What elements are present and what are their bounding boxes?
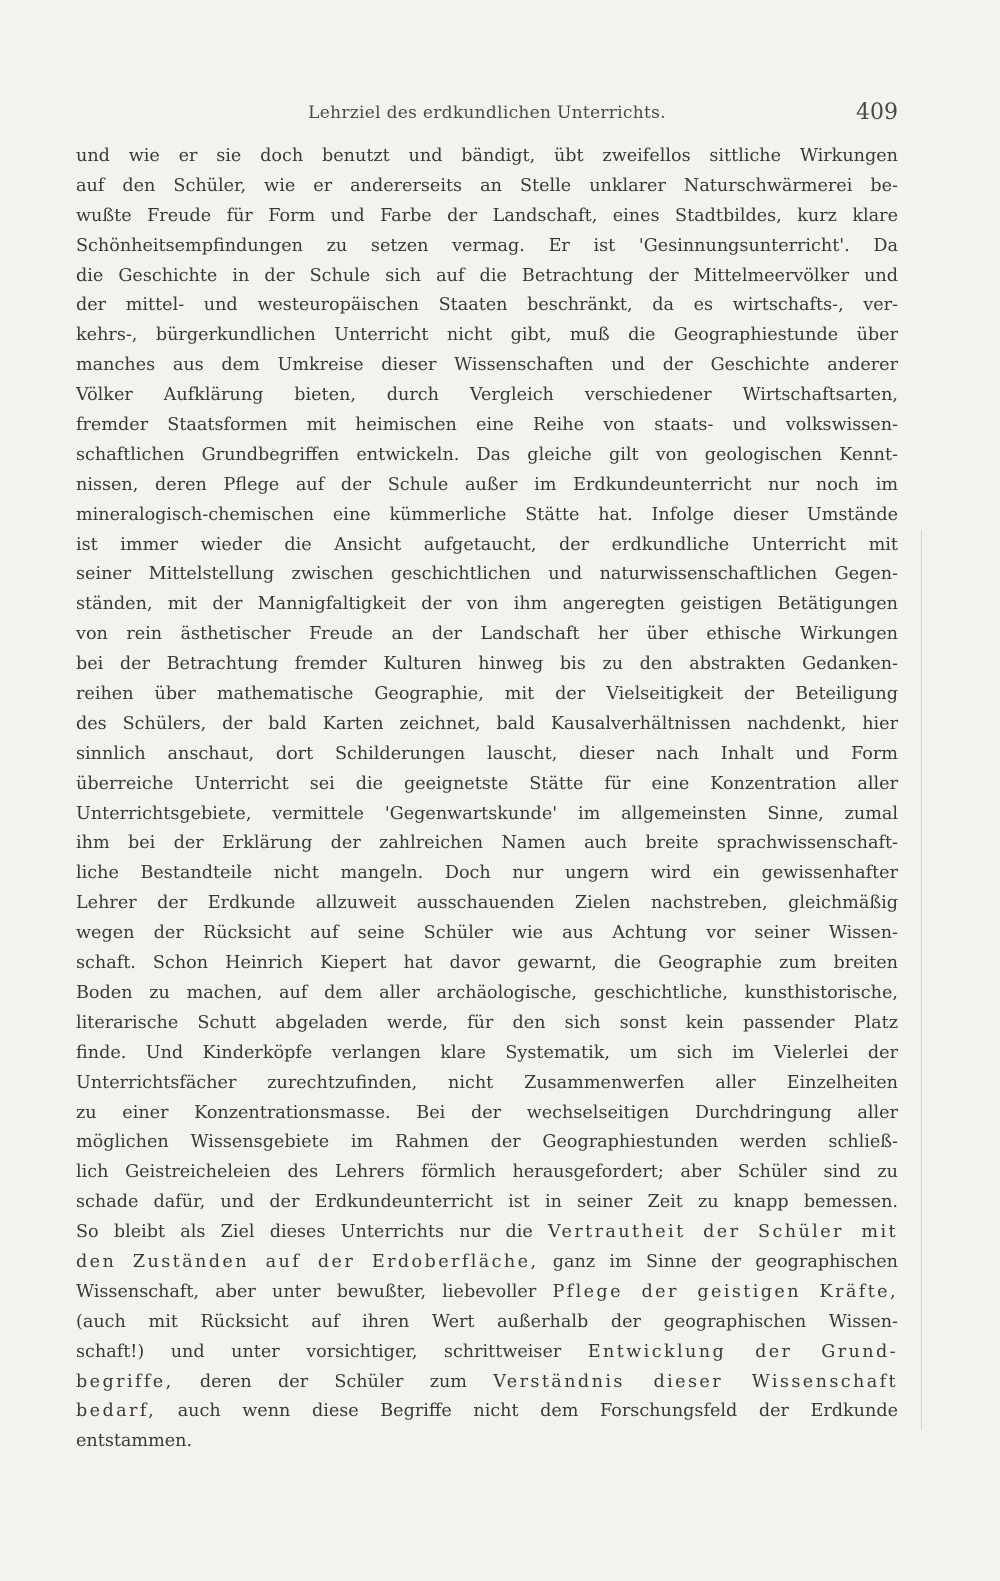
text-line: bei der Betrachtung fremder Kulturen hinweg bis zu den abstrakten Gedanken- xyxy=(76,654,898,675)
text-line: entstammen. xyxy=(76,1431,193,1452)
page-header xyxy=(76,96,898,130)
text-line xyxy=(76,1248,898,1278)
emphasis-spaced: bedarf, xyxy=(76,1401,157,1422)
page-number: 409 xyxy=(856,100,898,125)
text-line: überreiche Unterricht sei die geeignetste Stätte für eine Konzentration aller xyxy=(76,773,898,794)
text-line: des Schülers, der bald Karten zeichnet, bald Kausalverhältnissen nachdenkt, hier xyxy=(76,713,898,734)
text-line: die Geschichte in der Schule sich auf die Betrachtung der Mittelmeervölker und xyxy=(76,265,898,286)
text-line: schaft. Schon Heinrich Kiepert hat davor gewarnt, die Geographie zum breiten xyxy=(76,953,898,974)
text-line: schade dafür, und der Erdkundeunterricht ist in seiner Zeit zu knapp bemessen. xyxy=(76,1192,898,1213)
text-run: So bleibt als Ziel dieses Unterrichts nur die xyxy=(76,1222,533,1243)
text-line: schaftlichen Grundbegriffen entwickeln. Das gleiche gilt von geologischen Kennt- xyxy=(76,444,898,465)
text-run: Wissenschaft, aber unter bewußter, liebevoller xyxy=(76,1281,537,1302)
text-line: literarische Schutt abgeladen werde, für den sich sonst kein passender Platz xyxy=(76,1012,898,1033)
text-line: der mittel- und westeuropäischen Staaten beschränkt, da es wirtschafts-, ver- xyxy=(76,295,898,316)
text-line: manches aus dem Umkreise dieser Wissenschaften und der Geschichte anderer xyxy=(76,355,898,376)
text-line: Boden zu machen, auf dem aller archäologische, geschichtliche, kunsthistorische, xyxy=(76,982,898,1003)
text-line: reihen über mathematische Geographie, mit der Vielseitigkeit der Beteiligung xyxy=(76,684,898,705)
text-line: finde. Und Kinderköpfe verlangen klare Systematik, um sich im Vielerlei der xyxy=(76,1042,898,1063)
text-run: auch wenn diese Begriffe nicht dem Forschungsfeld der Erdkunde xyxy=(177,1401,898,1422)
text-line: sinnlich anschaut, dort Schilderungen lauscht, dieser nach Inhalt und Form xyxy=(76,743,898,764)
text-line: und wie er sie doch benutzt und bändigt, übt zweifellos sittliche Wirkungen xyxy=(76,146,898,166)
emphasis-spaced: Pflege der geistigen Kräfte, xyxy=(552,1281,898,1302)
text-line: kehrs-, bürgerkundlichen Unterricht nicht gibt, muß die Geographiestunde über xyxy=(76,325,898,346)
text-line: möglichen Wissensgebiete im Rahmen der Geographiestunden werden schließ- xyxy=(76,1132,898,1153)
text-line: fremder Staatsformen mit heimischen eine Reihe von staats- und volkswissen- xyxy=(76,415,898,436)
text-line: mineralogisch-chemischen eine kümmerliche Stätte hat. Infolge dieser Umstände xyxy=(76,504,898,525)
text-line: ihm bei der Erklärung der zahlreichen Namen auch breite sprachwissenschaft- xyxy=(76,833,898,854)
text-line xyxy=(76,1368,898,1398)
text-line: wußte Freude für Form und Farbe der Landschaft, eines Stadtbildes, kurz klare xyxy=(76,205,898,226)
page-edge-shadow xyxy=(921,530,922,1430)
text-run: deren der Schüler zum xyxy=(199,1371,467,1392)
text-run: ganz im Sinne der geographischen xyxy=(552,1251,899,1272)
text-line: liche Bestandteile nicht mangeln. Doch nur ungern wird ein gewissenhafter xyxy=(76,863,898,884)
text-line: lich Geistreicheleien des Lehrers förmlich herausgefordert; aber Schüler sind zu xyxy=(76,1162,898,1183)
emphasis-spaced: Vertrautheit der Schüler mit xyxy=(548,1222,899,1243)
text-line: seiner Mittelstellung zwischen geschichtlichen und naturwissenschaftlichen Gegen- xyxy=(76,564,898,585)
text-line: (auch mit Rücksicht auf ihren Wert außerhalb der geographischen Wissen- xyxy=(76,1311,898,1332)
text-line xyxy=(76,1218,898,1248)
text-line xyxy=(76,1397,898,1427)
text-line: auf den Schüler, wie er andererseits an Stelle unklarer Naturschwärmerei be- xyxy=(76,175,898,196)
text-line: Schönheitsempfindungen zu setzen vermag. Er ist 'Gesinnungsunterricht'. Da xyxy=(76,235,898,256)
text-run: schaft!) und unter vorsichtiger, schrittweiser xyxy=(76,1341,562,1362)
text-line: wegen der Rücksicht auf seine Schüler wie aus Achtung vor seiner Wissen- xyxy=(76,923,898,944)
text-line: ist immer wieder die Ansicht aufgetaucht, der erdkundliche Unterricht mit xyxy=(76,534,898,555)
text-line: Unterrichtsgebiete, vermittele 'Gegenwartskunde' im allgemeinsten Sinne, zumal xyxy=(76,803,898,824)
text-line: Unterrichtsfächer zurechtzufinden, nicht Zusammenwerfen aller Einzelheiten xyxy=(76,1072,898,1093)
emphasis-spaced: Entwicklung der Grund- xyxy=(587,1341,898,1362)
text-line: ständen, mit der Mannigfaltigkeit der von ihm angeregten geistigen Betätigungen xyxy=(76,594,898,615)
emphasis-spaced: Verständnis dieser Wissenschaft xyxy=(493,1371,898,1392)
emphasis-spaced: begriffe, xyxy=(76,1371,174,1392)
text-line: zu einer Konzentrationsmasse. Bei der wechselseitigen Durchdringung aller xyxy=(76,1102,898,1123)
emphasis-spaced: den Zuständen auf der Erdoberfläche, xyxy=(76,1251,539,1272)
text-line xyxy=(76,1278,898,1308)
text-line: von rein ästhetischer Freude an der Landschaft her über ethische Wirkungen xyxy=(76,624,898,645)
text-line xyxy=(76,1338,898,1368)
text-line: nissen, deren Pflege auf der Schule außer im Erdkundeunterricht nur noch im xyxy=(76,474,898,495)
body-text xyxy=(76,142,898,1457)
running-head: Lehrziel des erdkundlichen Unterrichts. xyxy=(308,103,666,123)
text-line: Lehrer der Erdkunde allzuweit ausschauenden Zielen nachstreben, gleichmäßig xyxy=(76,893,898,914)
text-line: Völker Aufklärung bieten, durch Vergleich verschiedener Wirtschaftsarten, xyxy=(76,385,898,406)
